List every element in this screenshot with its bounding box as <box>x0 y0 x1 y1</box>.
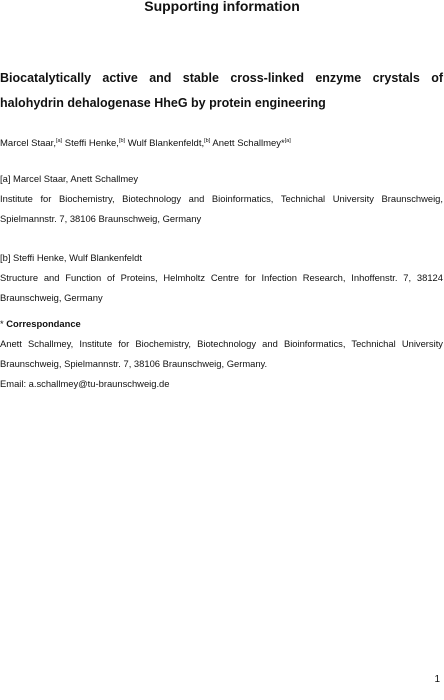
affiliation-b-address: Structure and Function of Proteins, Helmholtz Centre for Infection Research, Inhoffenstr. 7, 38124 Braunschweig, Germany <box>0 272 443 303</box>
correspondence-email: Email: a.schallmey@tu-braunschweig.de <box>0 378 170 389</box>
page-heading: Supporting information <box>144 0 300 14</box>
correspondence-address: Anett Schallmey, Institute for Biochemistry, Biotechnology and Bioinformatics, Technichal University Braunschweig, Spielmannstr. 7, 38106 Braunschweig, Germany. <box>0 338 443 369</box>
author-name: Steffi Henke, <box>64 138 119 149</box>
author-name: Anett Schallmey* <box>212 138 285 149</box>
article-title: Biocatalytically active and stable cross-linked enzyme crystals of halohydrin dehalogenase HheG by protein engineering <box>0 71 443 110</box>
affiliation-a-people: [a] Marcel Staar, Anett Schallmey <box>0 173 139 184</box>
author-name: Wulf Blankenfeldt, <box>127 138 205 149</box>
affiliation-b-people: [b] Steffi Henke, Wulf Blankenfeldt <box>0 252 142 263</box>
affiliation-a-address: Institute for Biochemistry, Biotechnology and Bioinformatics, Technichal University Braunschweig, Spielmannstr. 7, 38106 Braunschweig, Germany <box>0 193 443 224</box>
correspondence-label: Correspondance <box>6 318 81 329</box>
correspondence-marker: * <box>0 318 7 329</box>
page-number: 1 <box>434 674 440 685</box>
correspondence-heading <box>0 314 81 334</box>
author-name: Marcel Staar, <box>0 138 56 149</box>
author-affiliation-marker: [a] <box>55 138 63 144</box>
author-list <box>0 136 440 152</box>
author-affiliation-marker: [b] <box>204 138 211 144</box>
author-affiliation-marker: [a] <box>284 138 291 144</box>
author-affiliation-marker: [b] <box>118 138 126 144</box>
